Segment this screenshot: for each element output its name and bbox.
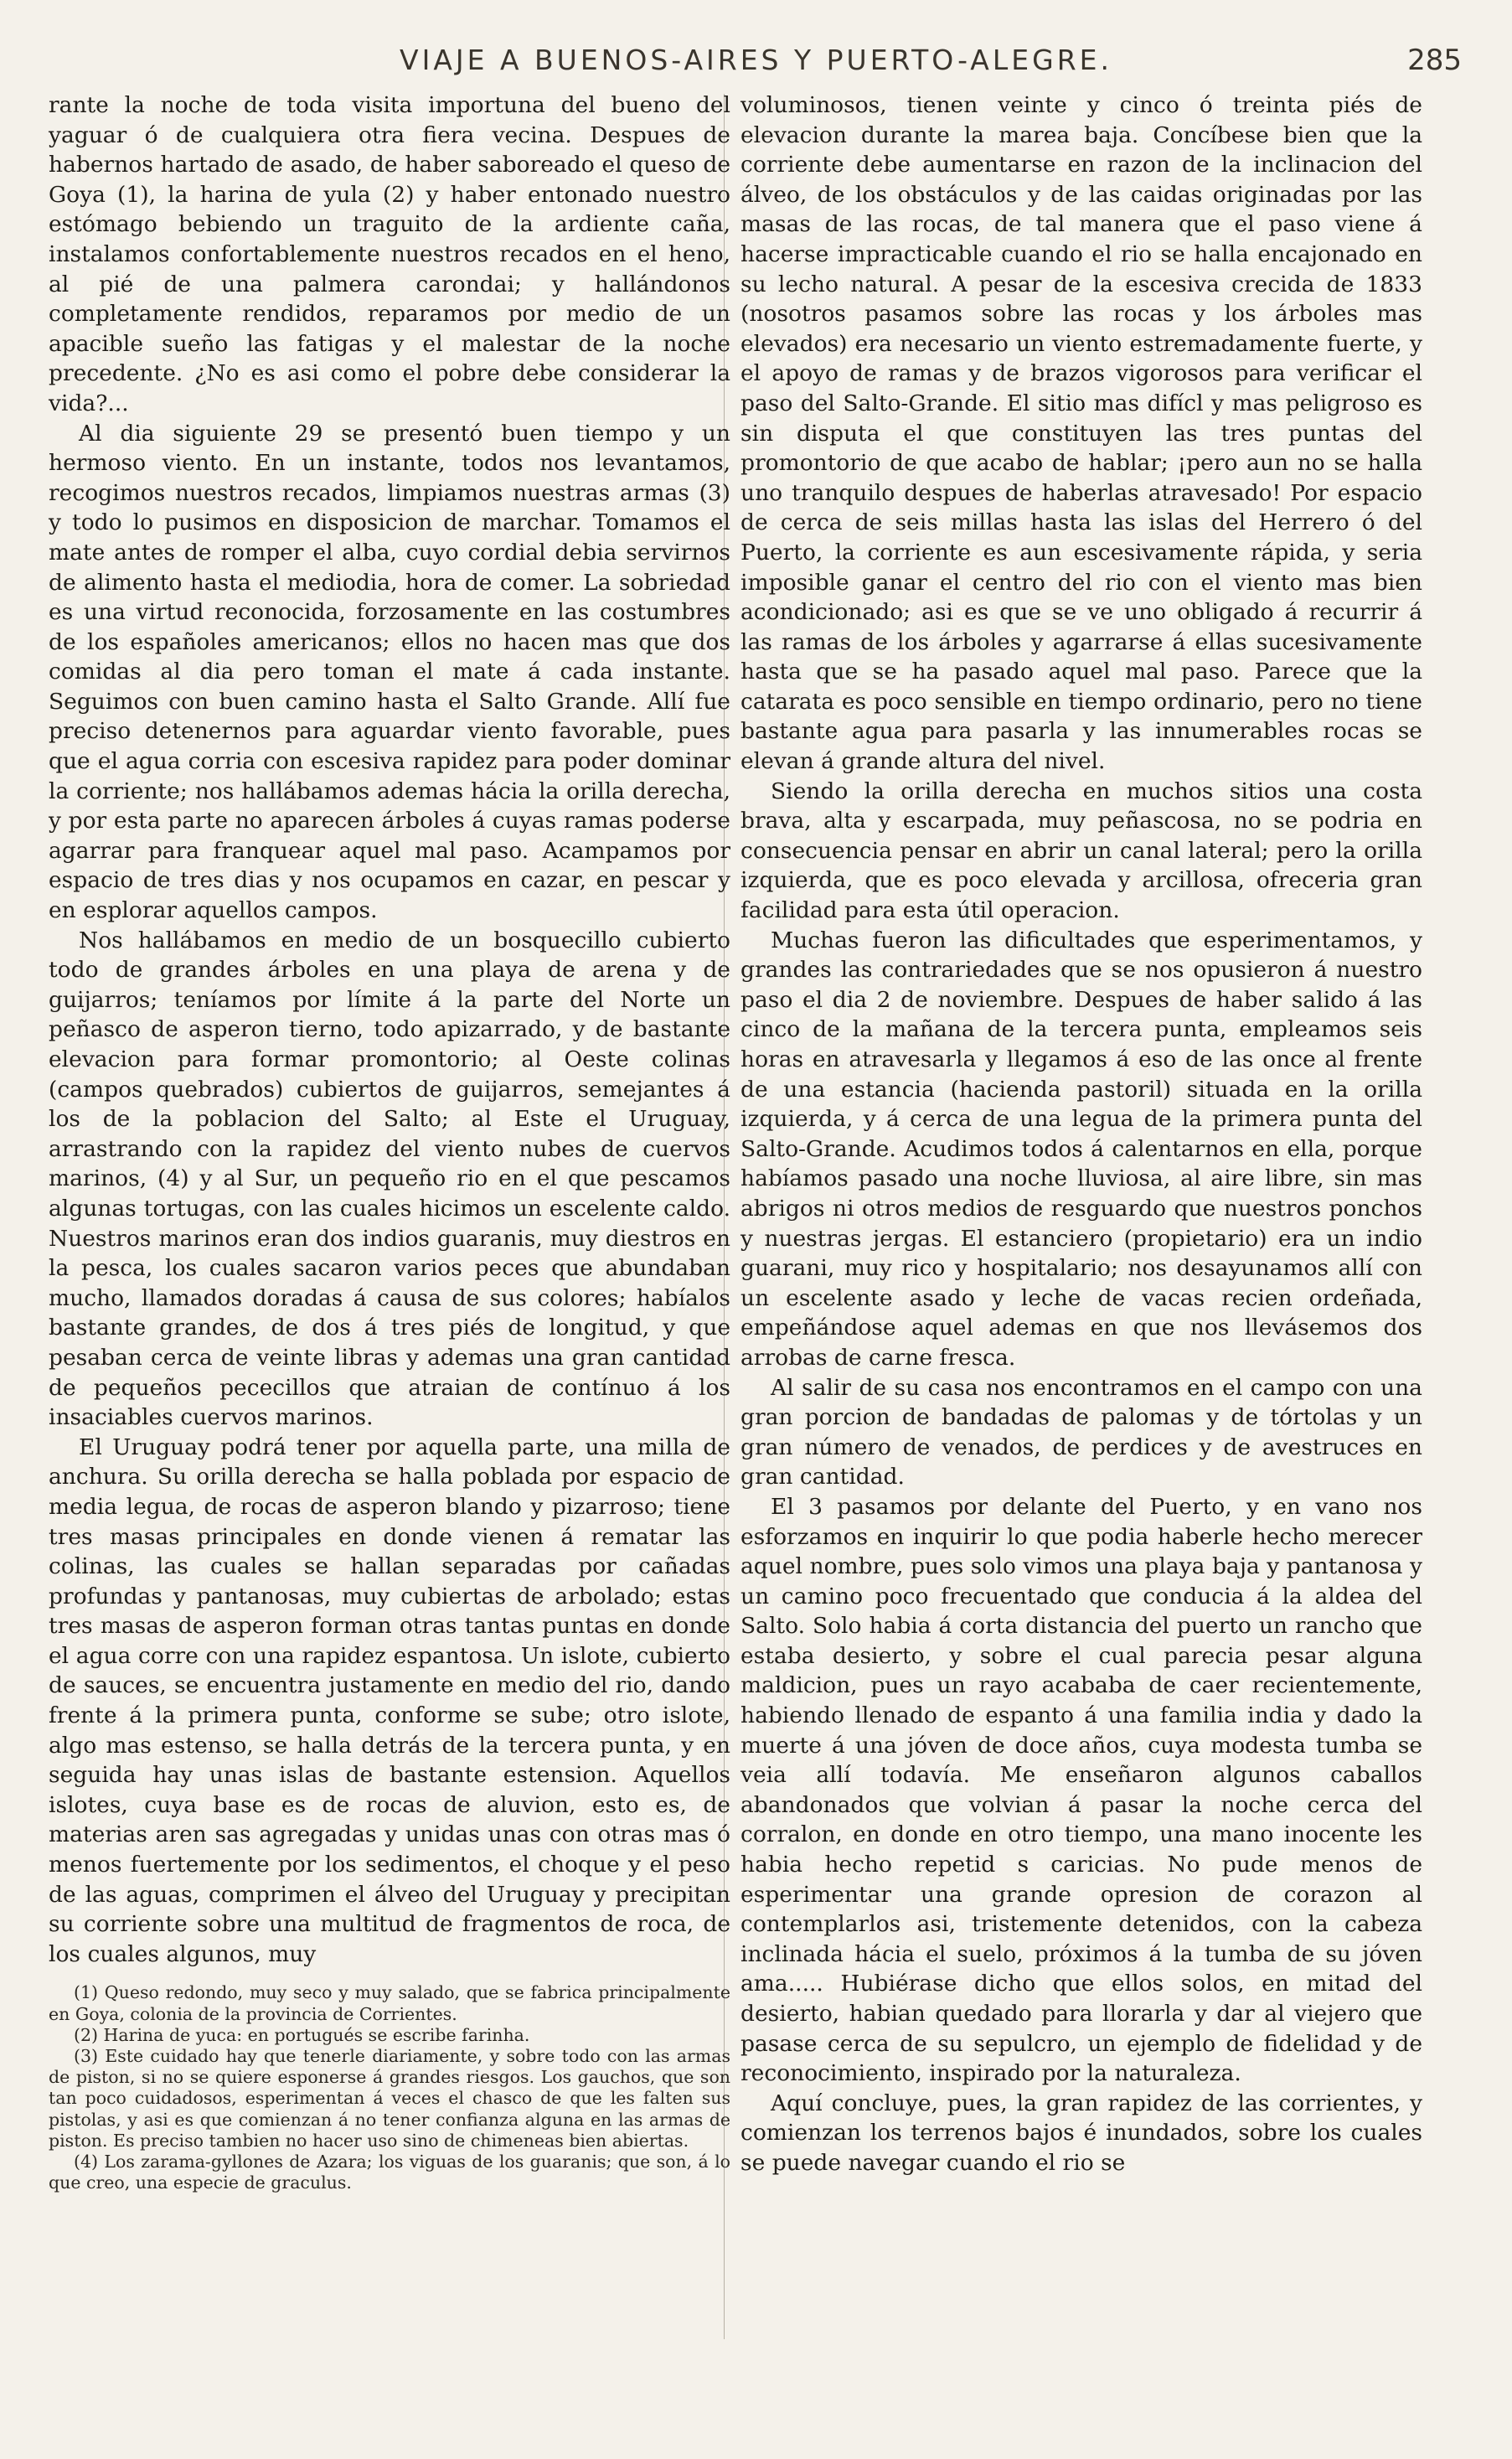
footnote: (3) Este cuidado hay que tenerle diariamente, y sobre todo con las armas de piston, si no se quiere esponerse á grandes riesgos. Los gauchos, que son tan poco cuidadosos, esperimentan á veces el chasco de que les falten sus pistolas, y asi es que comienzan á no tener confianza alguna en las armas de piston. Es preciso tambien no hacer uso sino de chimeneas bien abiertas. <box>49 2046 730 2151</box>
running-head: VIAJE A BUENOS-AIRES Y PUERTO-ALEGRE. <box>400 44 1112 76</box>
left-column <box>49 90 730 2193</box>
paragraph: Nos hallábamos en medio de un bosquecillo cubierto todo de grandes árboles en una playa de arena y de guijarros; teníamos por límite á la parte del Norte un peñasco de asperon tierno, todo apizarrado, y de bastante elevacion para formar promontorio; al Oeste colinas (campos quebrados) cubiertos de guijarros, semejantes á los de la poblacion del Salto; al Este el Uruguay, arrastrando con la rapidez del viento nubes de cuervos marinos, (4) y al Sur, un pequeño rio en el que pescamos algunas tortugas, con las cuales hicimos un escelente caldo. Nuestros marinos eran dos indios guaranis, muy diestros en la pesca, los cuales sacaron varios peces que abundaban mucho, llamados doradas á causa de sus colores; habíalos bastante grandes, de dos á tres piés de longitud, y que pesaban cerca de veinte libras y ademas una gran cantidad de pequeños pececillos que atraian de contínuo á los insaciables cuervos marinos. <box>49 927 730 1431</box>
paragraph: El 3 pasamos por delante del Puerto, y en vano nos esforzamos en inquirir lo que podia haberle hecho merecer aquel nombre, pues solo vimos una playa baja y pantanosa y un camino poco frecuentado que conducia á la aldea del Salto. Solo habia á corta distancia del puerto un rancho que estaba desierto, y sobre el cual parecia pesar alguna maldicion, pues un rayo acababa de caer recientemente, habiendo llenado de espanto á una familia india y dado la muerte á una jóven de doce años, cuya modesta tumba se veia allí todavía. Me enseñaron algunos caballos abandonados que volvian á pasar la noche cerca del corralon, en donde en otro tiempo, una mano inocente les habia hecho repetid s caricias. No pude menos de esperimentar una grande opresion de corazon al contemplarlos asi, tristemente detenidos, con la cabeza inclinada hácia el suelo, próximos á la tumba de su jóven ama..... Hubiérase dicho que ellos solos, en mitad del desierto, habian quedado para llorarla y dar al viejero que pasase cerca de su sepulcro, un ejemplo de fidelidad y de reconocimiento, inspirado por la naturaleza. <box>741 1493 1422 2087</box>
paragraph: Aquí concluye, pues, la gran rapidez de las corrientes, y comienzan los terrenos bajos é inundados, sobre los cuales se puede navegar cuando el rio se <box>741 2090 1422 2176</box>
footnote: (2) Harina de yuca: en portugués se escribe farinha. <box>74 2024 530 2045</box>
page-header <box>50 44 1462 80</box>
paragraph: voluminosos, tienen veinte y cinco ó treinta piés de elevacion durante la marea baja. Concíbese bien que la corriente debe aumentarse en razon de la inclinacion del álveo, de los obstáculos y de las caidas originadas por las masas de las rocas, de tal manera que el paso viene á hacerse impracticable cuando el rio se halla encajonado en su lecho natural. A pesar de la escesiva crecida de 1833 (nosotros pasamos sobre las rocas y los árboles mas elevados) era necesario un viento estremadamente fuerte, y el apoyo de ramas y de brazos vigorosos para verificar el paso del Salto-Grande. El sitio mas difícl y mas peligroso es sin disputa el que constituyen las tres puntas del promontorio de que acabo de hablar; ¡pero aun no se halla uno tranquilo despues de haberlas atravesado! Por espacio de cerca de seis millas hasta las islas del Herrero ó del Puerto, la corriente es aun escesivamente rápida, y seria imposible ganar el centro del rio con el viento mas bien acondicionado; asi es que se ve uno obligado á recurrir á las ramas de los árboles y agarrarse á ellas sucesivamente hasta que se ha pasado aquel mal paso. Parece que la catarata es poco sensible en tiempo ordinario, pero no tiene bastante agua para pasarla y las innumerables rocas se elevan á grande altura del nivel. <box>741 92 1422 775</box>
paragraph: Al salir de su casa nos encontramos en el campo con una gran porcion de bandadas de palomas y de tórtolas y un gran número de venados, de perdices y de avestruces en gran cantidad. <box>741 1374 1422 1490</box>
paragraph: Siendo la orilla derecha en muchos sitios una costa brava, alta y escarpada, muy peñascosa, no se podria en consecuencia pensar en abrir un canal lateral; pero la orilla izquierda, que es poco elevada y arcillosa, ofreceria gran facilidad para esta útil operacion. <box>741 777 1422 924</box>
footnote: (4) Los zarama-gyllones de Azara; los viguas de los guaranis; que son, á lo que creo, una especie de graculus. <box>49 2152 730 2193</box>
footnote: (1) Queso redondo, muy seco y muy salado, que se fabrica principalmente en Goya, colonia de la provincia de Corrientes. <box>49 1982 730 2024</box>
paragraph: Al dia siguiente 29 se presentó buen tiempo y un hermoso viento. En un instante, todos nos levantamos, recogimos nuestros recados, limpiamos nuestras armas (3) y todo lo pusimos en disposicion de marchar. Tomamos el mate antes de romper el alba, cuyo cordial debia servirnos de alimento hasta el mediodia, hora de comer. La sobriedad es una virtud reconocida, forzosamente en las costumbres de los españoles americanos; ellos no hacen mas que dos comidas al dia pero toman el mate á cada instante. Seguimos con buen camino hasta el Salto Grande. Allí fue preciso detenernos para aguardar viento favorable, pues que el agua corria con escesiva rapidez para poder dominar la corriente; nos hallábamos ademas hácia la orilla derecha, y por esta parte no aparecen árboles á cuyas ramas poderse agarrar para franquear aquel mal paso. Acampamos por espacio de tres dias y nos ocupamos en cazar, en pescar y en esplorar aquellos campos. <box>49 420 730 924</box>
footnotes <box>49 1982 730 2193</box>
paragraph: Muchas fueron las dificultades que esperimentamos, y grandes las contrariedades que se nos opusieron á nuestro paso el dia 2 de noviembre. Despues de haber salido á las cinco de la mañana de la tercera punta, empleamos seis horas en atravesarla y llegamos á eso de las once al frente de una estancia (hacienda pastoril) situada en la orilla izquierda, y á cerca de una legua de la primera punta del Salto-Grande. Acudimos todos á calentarnos en ella, porque habíamos pasado una noche lluviosa, al aire libre, sin mas abrigos ni otros medios de resguardo que nuestros ponchos y nuestras jergas. El estanciero (propietario) era un indio guarani, muy rico y hospitalario; nos desayunamos allí con un escelente asado y leche de vacas recien ordeñada, empeñándose aquel ademas en que nos llevásemos dos arrobas de carne fresca. <box>741 927 1422 1371</box>
paragraph: El Uruguay podrá tener por aquella parte, una milla de anchura. Su orilla derecha se halla poblada por espacio de media legua, de rocas de asperon blando y pizarroso; tiene tres masas principales en donde vienen á rematar las colinas, las cuales se hallan separadas por cañadas profundas y pantanosas, muy cubiertas de arbolado; estas tres masas de asperon forman otras tantas puntas en donde el agua corre con una rapidez espantosa. Un islote, cubierto de sauces, se encuentra justamente en medio del rio, dando frente á la primera punta, conforme se sube; otro islote, algo mas estenso, se halla detrás de la tercera punta, y en seguida hay unas islas de bastante estension. Aquellos islotes, cuya base es de rocas de aluvion, esto es, de materias aren sas agregadas y unidas unas con otras mas ó menos fuertemente por los sedimentos, el choque y el peso de las aguas, comprimen el álveo del Uruguay y precipitan su corriente sobre una multitud de fragmentos de roca, de los cuales algunos, muy <box>49 1434 730 1967</box>
page-number: 285 <box>1407 44 1462 77</box>
right-column <box>741 90 1422 2178</box>
paragraph: rante la noche de toda visita importuna del bueno del yaguar ó de cualquiera otra fiera vecina. Despues de habernos hartado de asado, de haber saboreado el queso de Goya (1), la harina de yula (2) y haber entonado nuestro estómago bebiendo un traguito de la ardiente caña, instalamos confortablemente nuestros recados en el heno, al pié de una palmera carondai; y hallándonos completamente rendidos, reparamos por medio de un apacible sueño las fatigas y el malestar de la noche precedente. ¿No es asi como el pobre debe considerar la vida?... <box>49 92 730 416</box>
